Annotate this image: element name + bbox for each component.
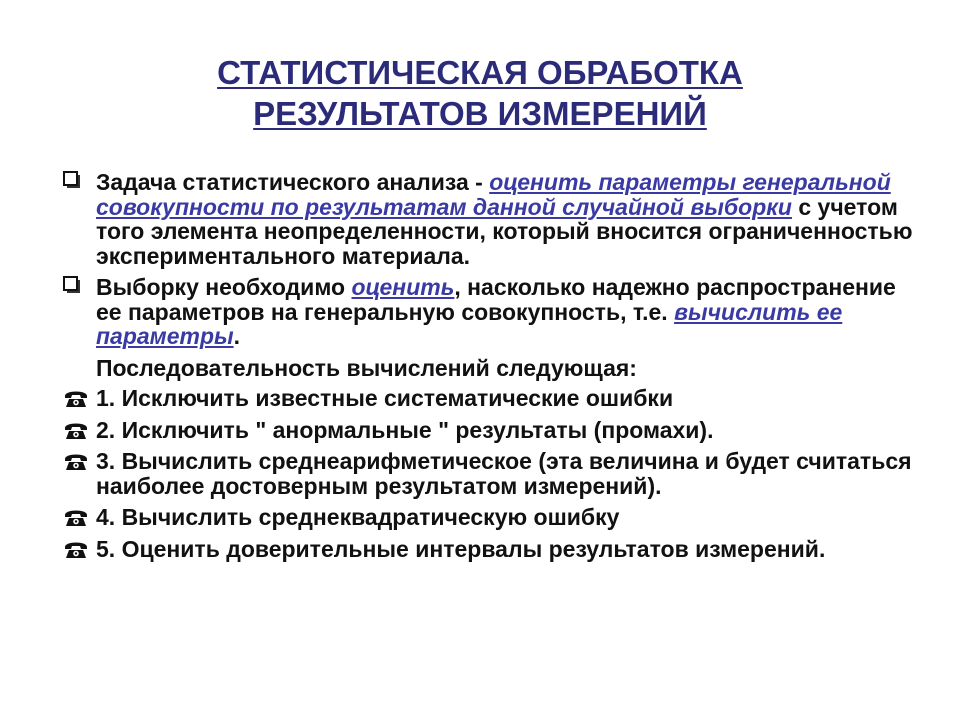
item-text: Последовательность вычислений следующая: bbox=[96, 354, 637, 381]
item-text: с учетом того элемента неопределенности, который вносится ограниченностью экспериментального материала. bbox=[96, 193, 913, 269]
slide-title bbox=[0, 52, 960, 134]
slide-title-line-1: СТАТИСТИЧЕСКАЯ ОБРАБОТКА bbox=[217, 54, 743, 91]
telephone-icon bbox=[63, 419, 89, 441]
checkbox-icon bbox=[63, 171, 89, 193]
item-text: 4. Вычислить среднеквадратическую ошибку bbox=[96, 504, 620, 530]
slide-title-line-2: РЕЗУЛЬТАТОВ ИЗМЕРЕНИЙ bbox=[253, 95, 707, 132]
list-item bbox=[63, 275, 913, 349]
list-item bbox=[63, 505, 913, 530]
list-item bbox=[63, 356, 913, 381]
checkbox-icon bbox=[63, 276, 89, 298]
item-text: . bbox=[233, 323, 241, 349]
list-item bbox=[63, 418, 913, 443]
item-text: 5. Оценить доверительные интервалы результатов измерений. bbox=[96, 535, 826, 562]
bullet-list bbox=[63, 170, 913, 568]
list-item bbox=[63, 170, 913, 268]
list-item bbox=[63, 386, 913, 411]
telephone-icon bbox=[63, 450, 89, 472]
item-text: 1. Исключить известные систематические ошибки bbox=[96, 385, 674, 411]
list-item bbox=[63, 537, 913, 562]
item-link[interactable]: вычислить ее параметры bbox=[96, 298, 843, 349]
telephone-icon bbox=[63, 538, 89, 560]
item-text: Выборку необходимо bbox=[96, 274, 352, 300]
telephone-icon bbox=[63, 387, 89, 409]
item-text: Задача статистического анализа - bbox=[96, 169, 490, 195]
item-text: 3. Вычислить среднеарифметическое (эта величина и будет считаться наиболее достоверным результатом измерений). bbox=[96, 448, 912, 499]
telephone-icon bbox=[63, 506, 89, 528]
list-item bbox=[63, 449, 913, 498]
item-text: 2. Исключить " анормальные " результаты (промахи). bbox=[96, 416, 714, 443]
item-link[interactable]: оценить параметры генеральной совокупности по результатам данной случайной выборки bbox=[96, 169, 891, 220]
item-text: , насколько надежно распространение ее параметров на генеральную совокупность, т.е. bbox=[96, 274, 896, 325]
item-link[interactable]: оценить bbox=[351, 274, 455, 300]
